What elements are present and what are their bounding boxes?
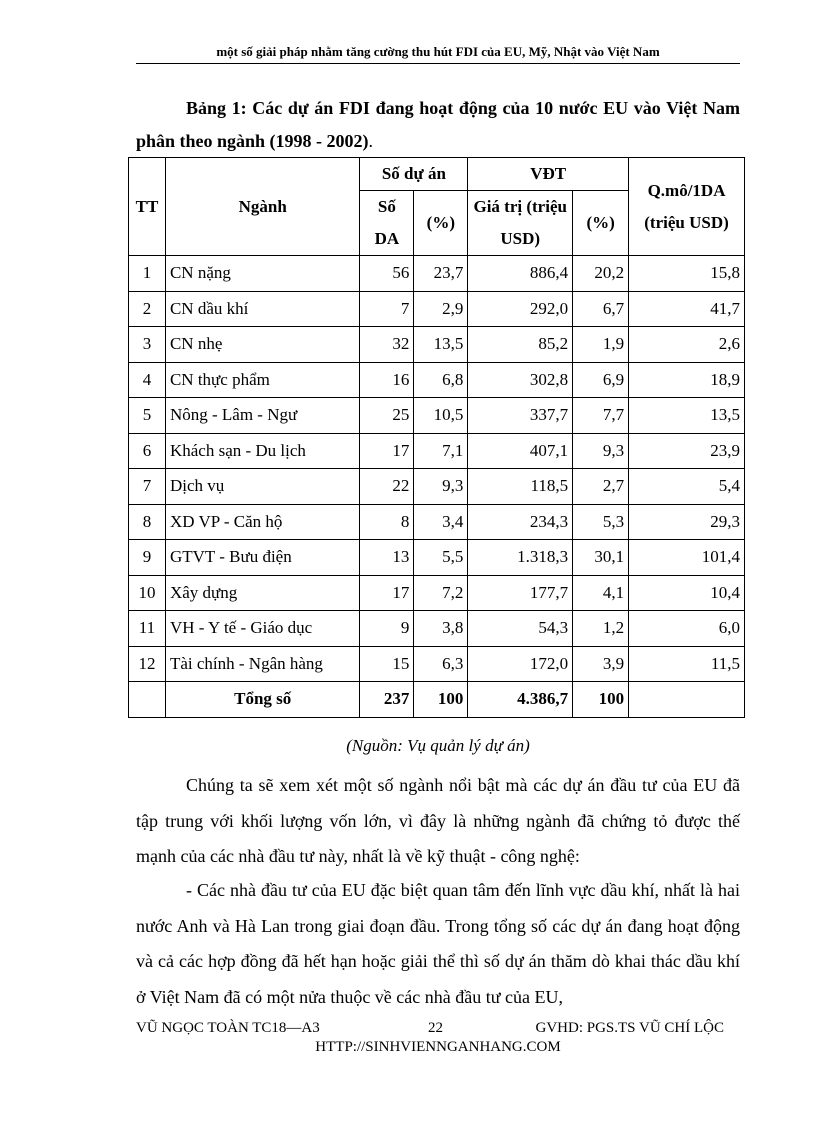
cell-qmo: 2,6 — [629, 327, 745, 363]
body-paragraph: Chúng ta sẽ xem xét một số ngành nổi bật mà các dự án đầu tư của EU đã tập trung với khối lượng vốn lớn, vì đây là những ngành đã chứng tỏ được thế mạnh của các nhà đầu tư này, nhất là về kỹ thuật - công nghệ: — [136, 775, 740, 866]
cell-tt: 10 — [129, 575, 166, 611]
cell-pct2: 6,7 — [573, 291, 629, 327]
table-row — [129, 611, 745, 647]
cell-name: Nông - Lâm - Ngư — [165, 398, 359, 434]
cell-gia-tri: 1.318,3 — [468, 540, 573, 576]
header-tt: TT — [129, 158, 166, 256]
table-row — [129, 469, 745, 505]
table-row — [129, 256, 745, 292]
cell-pct: 3,8 — [414, 611, 468, 647]
cell-qmo: 13,5 — [629, 398, 745, 434]
table-row — [129, 362, 745, 398]
cell-gia-tri: 407,1 — [468, 433, 573, 469]
cell-name: Khách sạn - Du lịch — [165, 433, 359, 469]
cell-pct2: 20,2 — [573, 256, 629, 292]
cell-gia-tri: 118,5 — [468, 469, 573, 505]
body-paragraph: - Các nhà đầu tư của EU đặc biệt quan tâm đến lĩnh vực dầu khí, nhất là hai nước Anh và Hà Lan trong giai đoạn đầu. Trong tổng số các dự án đang hoạt động và cả các hợp đồng đã hết hạn hoặc giải thể thì số dự án thăm dò khai thác dầu khí ở Việt Nam đã có một nửa thuộc về các nhà đầu tư của EU, — [136, 880, 740, 1007]
cell-pct2: 3,9 — [573, 646, 629, 682]
cell-so-da: 17 — [360, 575, 414, 611]
cell-so-da: 25 — [360, 398, 414, 434]
header-so-da: Số DA — [360, 191, 414, 256]
page-number: 22 — [428, 1020, 443, 1036]
table-row — [129, 291, 745, 327]
header-qmo: Q.mô/1DA (triệu USD) — [629, 158, 745, 256]
total-label: Tổng số — [165, 682, 359, 718]
header-pct2: (%) — [573, 191, 629, 256]
cell-name: CN nhẹ — [165, 327, 359, 363]
cell-qmo: 6,0 — [629, 611, 745, 647]
total-pct: 100 — [414, 682, 468, 718]
cell-name: CN nặng — [165, 256, 359, 292]
cell-tt: 8 — [129, 504, 166, 540]
header-so-du-an: Số dự án — [360, 158, 468, 191]
cell-name: Xây dựng — [165, 575, 359, 611]
cell-pct: 7,2 — [414, 575, 468, 611]
caption-text: Bảng 1: Các dự án FDI đang hoạt động của 10 nước EU vào Việt Nam phân theo ngành (1998 - 2002) — [136, 98, 740, 151]
cell-qmo: 10,4 — [629, 575, 745, 611]
total-row — [129, 682, 745, 718]
cell-pct: 3,4 — [414, 504, 468, 540]
cell-pct2: 1,2 — [573, 611, 629, 647]
cell-gia-tri: 234,3 — [468, 504, 573, 540]
cell-gia-tri: 85,2 — [468, 327, 573, 363]
cell-so-da: 8 — [360, 504, 414, 540]
cell-qmo: 18,9 — [629, 362, 745, 398]
table-caption — [136, 92, 740, 158]
total-gia-tri: 4.386,7 — [468, 682, 573, 718]
cell-qmo: 5,4 — [629, 469, 745, 505]
table-row — [129, 540, 745, 576]
cell-pct: 23,7 — [414, 256, 468, 292]
cell-pct: 7,1 — [414, 433, 468, 469]
cell-pct2: 30,1 — [573, 540, 629, 576]
cell-tt: 5 — [129, 398, 166, 434]
cell-name: CN thực phẩm — [165, 362, 359, 398]
cell-qmo: 11,5 — [629, 646, 745, 682]
cell-qmo: 15,8 — [629, 256, 745, 292]
cell-so-da: 13 — [360, 540, 414, 576]
table-row — [129, 646, 745, 682]
total-so-da: 237 — [360, 682, 414, 718]
cell-so-da: 56 — [360, 256, 414, 292]
table-row — [129, 433, 745, 469]
header-gia-tri: Giá trị (triệu USD) — [468, 191, 573, 256]
cell-qmo: 23,9 — [629, 433, 745, 469]
cell-tt: 4 — [129, 362, 166, 398]
total-qmo — [629, 682, 745, 718]
cell-tt: 11 — [129, 611, 166, 647]
caption-dot: . — [368, 131, 374, 151]
total-tt — [129, 682, 166, 718]
cell-tt: 1 — [129, 256, 166, 292]
cell-pct: 10,5 — [414, 398, 468, 434]
cell-gia-tri: 337,7 — [468, 398, 573, 434]
cell-gia-tri: 54,3 — [468, 611, 573, 647]
table-row — [129, 504, 745, 540]
cell-tt: 7 — [129, 469, 166, 505]
cell-qmo: 29,3 — [629, 504, 745, 540]
cell-so-da: 17 — [360, 433, 414, 469]
cell-name: GTVT - Bưu điện — [165, 540, 359, 576]
table-row — [129, 575, 745, 611]
table-row — [129, 398, 745, 434]
cell-tt: 6 — [129, 433, 166, 469]
table-row — [129, 327, 745, 363]
cell-pct2: 9,3 — [573, 433, 629, 469]
cell-so-da: 32 — [360, 327, 414, 363]
cell-gia-tri: 292,0 — [468, 291, 573, 327]
cell-name: CN dầu khí — [165, 291, 359, 327]
header-nganh: Ngành — [165, 158, 359, 256]
header-rule — [136, 63, 740, 64]
cell-tt: 3 — [129, 327, 166, 363]
cell-pct2: 1,9 — [573, 327, 629, 363]
cell-pct: 6,3 — [414, 646, 468, 682]
cell-pct2: 4,1 — [573, 575, 629, 611]
cell-so-da: 22 — [360, 469, 414, 505]
cell-pct: 13,5 — [414, 327, 468, 363]
cell-so-da: 16 — [360, 362, 414, 398]
cell-gia-tri: 886,4 — [468, 256, 573, 292]
cell-pct2: 6,9 — [573, 362, 629, 398]
footer-url: HTTP://SINHVIENNGANHANG.COM — [315, 1039, 561, 1055]
cell-name: Dịch vụ — [165, 469, 359, 505]
total-pct2: 100 — [573, 682, 629, 718]
header-vdt: VĐT — [468, 158, 629, 191]
cell-so-da: 7 — [360, 291, 414, 327]
cell-pct: 6,8 — [414, 362, 468, 398]
cell-tt: 2 — [129, 291, 166, 327]
cell-name: Tài chính - Ngân hàng — [165, 646, 359, 682]
table-source: (Nguồn: Vụ quản lý dự án) — [346, 736, 530, 755]
cell-pct: 9,3 — [414, 469, 468, 505]
cell-pct: 5,5 — [414, 540, 468, 576]
cell-pct2: 5,3 — [573, 504, 629, 540]
running-header: một số giải pháp nhằm tăng cường thu hút FDI của EU, Mỹ, Nhật vào Việt Nam — [216, 44, 660, 59]
cell-so-da: 9 — [360, 611, 414, 647]
cell-gia-tri: 177,7 — [468, 575, 573, 611]
cell-qmo: 41,7 — [629, 291, 745, 327]
cell-tt: 12 — [129, 646, 166, 682]
cell-gia-tri: 172,0 — [468, 646, 573, 682]
cell-so-da: 15 — [360, 646, 414, 682]
footer-supervisor: GVHD: PGS.TS VŨ CHÍ LỘC — [535, 1020, 724, 1036]
footer-author: VŨ NGỌC TOÀN TC18—A3 — [136, 1020, 320, 1036]
cell-name: VH - Y tế - Giáo dục — [165, 611, 359, 647]
cell-gia-tri: 302,8 — [468, 362, 573, 398]
cell-pct2: 7,7 — [573, 398, 629, 434]
fdi-table — [128, 157, 745, 718]
cell-pct: 2,9 — [414, 291, 468, 327]
cell-tt: 9 — [129, 540, 166, 576]
cell-qmo: 101,4 — [629, 540, 745, 576]
header-pct: (%) — [414, 191, 468, 256]
cell-pct2: 2,7 — [573, 469, 629, 505]
cell-name: XD VP - Căn hộ — [165, 504, 359, 540]
